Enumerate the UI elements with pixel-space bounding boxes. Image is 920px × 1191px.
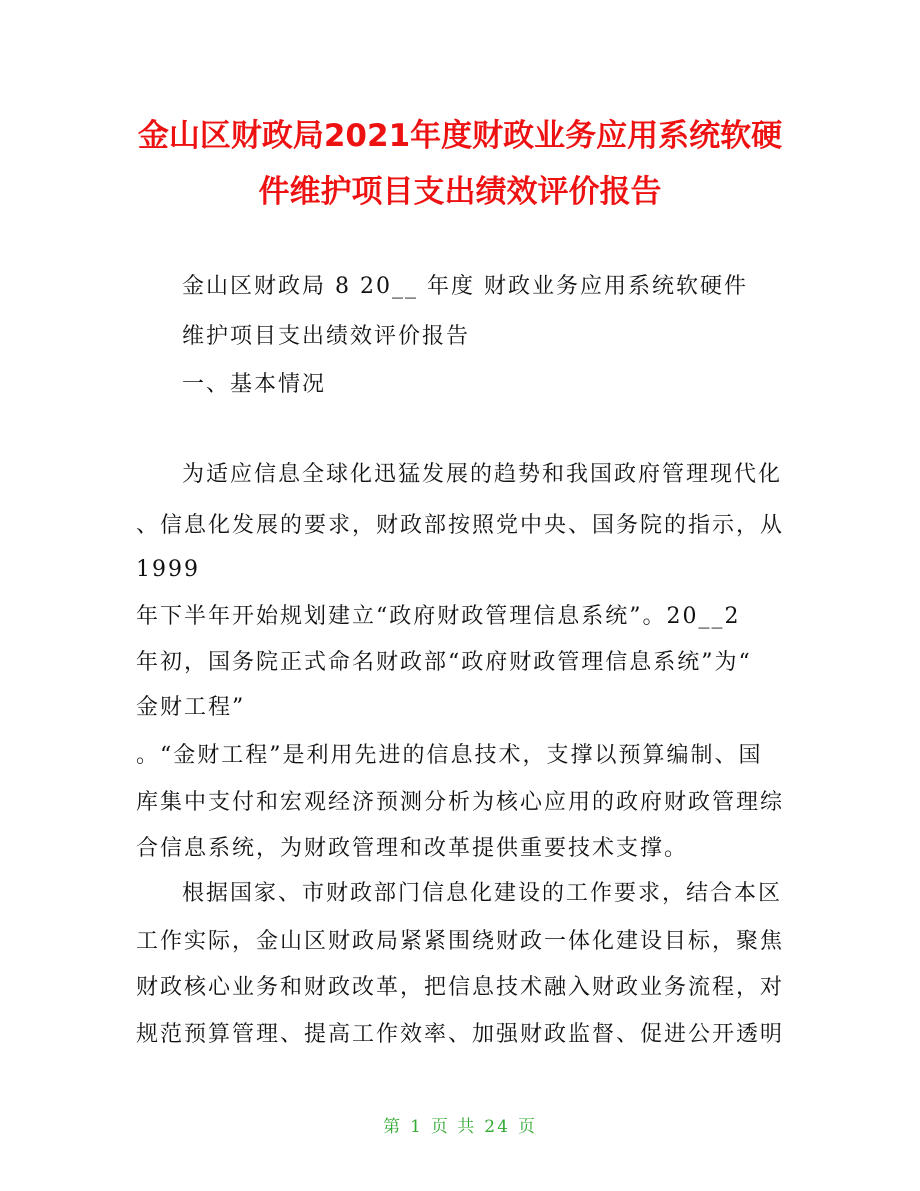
current-page-number: 1 [410,1117,423,1137]
footer-prefix: 第 [383,1117,403,1137]
paragraph-line: 工作实际，金山区财政局紧紧围绕财政一体化建设目标，聚焦 [136,929,785,954]
paragraph-line: 、信息化发展的要求，财政部按照党中央、国务院的指示，从 [136,513,785,538]
footer-suffix: 页 [517,1117,537,1137]
paragraph-line: 金财工程” [136,695,246,720]
subtitle-line-1: 金山区财政局 8 20__ 年度 财政业务应用系统软硬件 [182,274,748,299]
paragraph-line: 年初，国务院正式命名财政部“政府财政管理信息系统”为“ [136,650,752,675]
paragraph-line: 库集中支付和宏观经济预测分析为核心应用的政府财政管理综 [136,790,785,815]
subtitle-line-2: 维护项目支出绩效评价报告 [182,324,471,349]
page-number-footer [0,1112,920,1137]
paragraph-line: 为适应信息全球化迅猛发展的趋势和我国政府管理现代化 [182,462,783,487]
paragraph-line: 。“金财工程”是利用先进的信息技术，支撑以预算编制、国 [136,743,763,768]
paragraph-line: 年下半年开始规划建立“政府财政管理信息系统”。20__2 [136,604,741,629]
paragraph-line: 规范预算管理、提高工作效率、加强财政监督、促进公开透明 [136,1022,785,1047]
document-title-line-1: 金山区财政局2021年度财政业务应用系统软硬 [137,118,783,154]
document-title-line-2: 件维护项目支出绩效评价报告 [258,174,662,210]
paragraph-line: 合信息系统，为财政管理和改革提供重要技术支撑。 [136,836,689,861]
total-pages-number: 24 [484,1117,510,1137]
paragraph-line: 1999 [136,557,200,582]
section-heading-basic-situation: 一、基本情况 [182,372,327,397]
footer-mid: 页 共 [430,1117,477,1137]
paragraph-line: 根据国家、市财政部门信息化建设的工作要求，结合本区 [182,881,783,906]
paragraph-line: 财政核心业务和财政改革，把信息技术融入财政业务流程，对 [136,975,785,1000]
